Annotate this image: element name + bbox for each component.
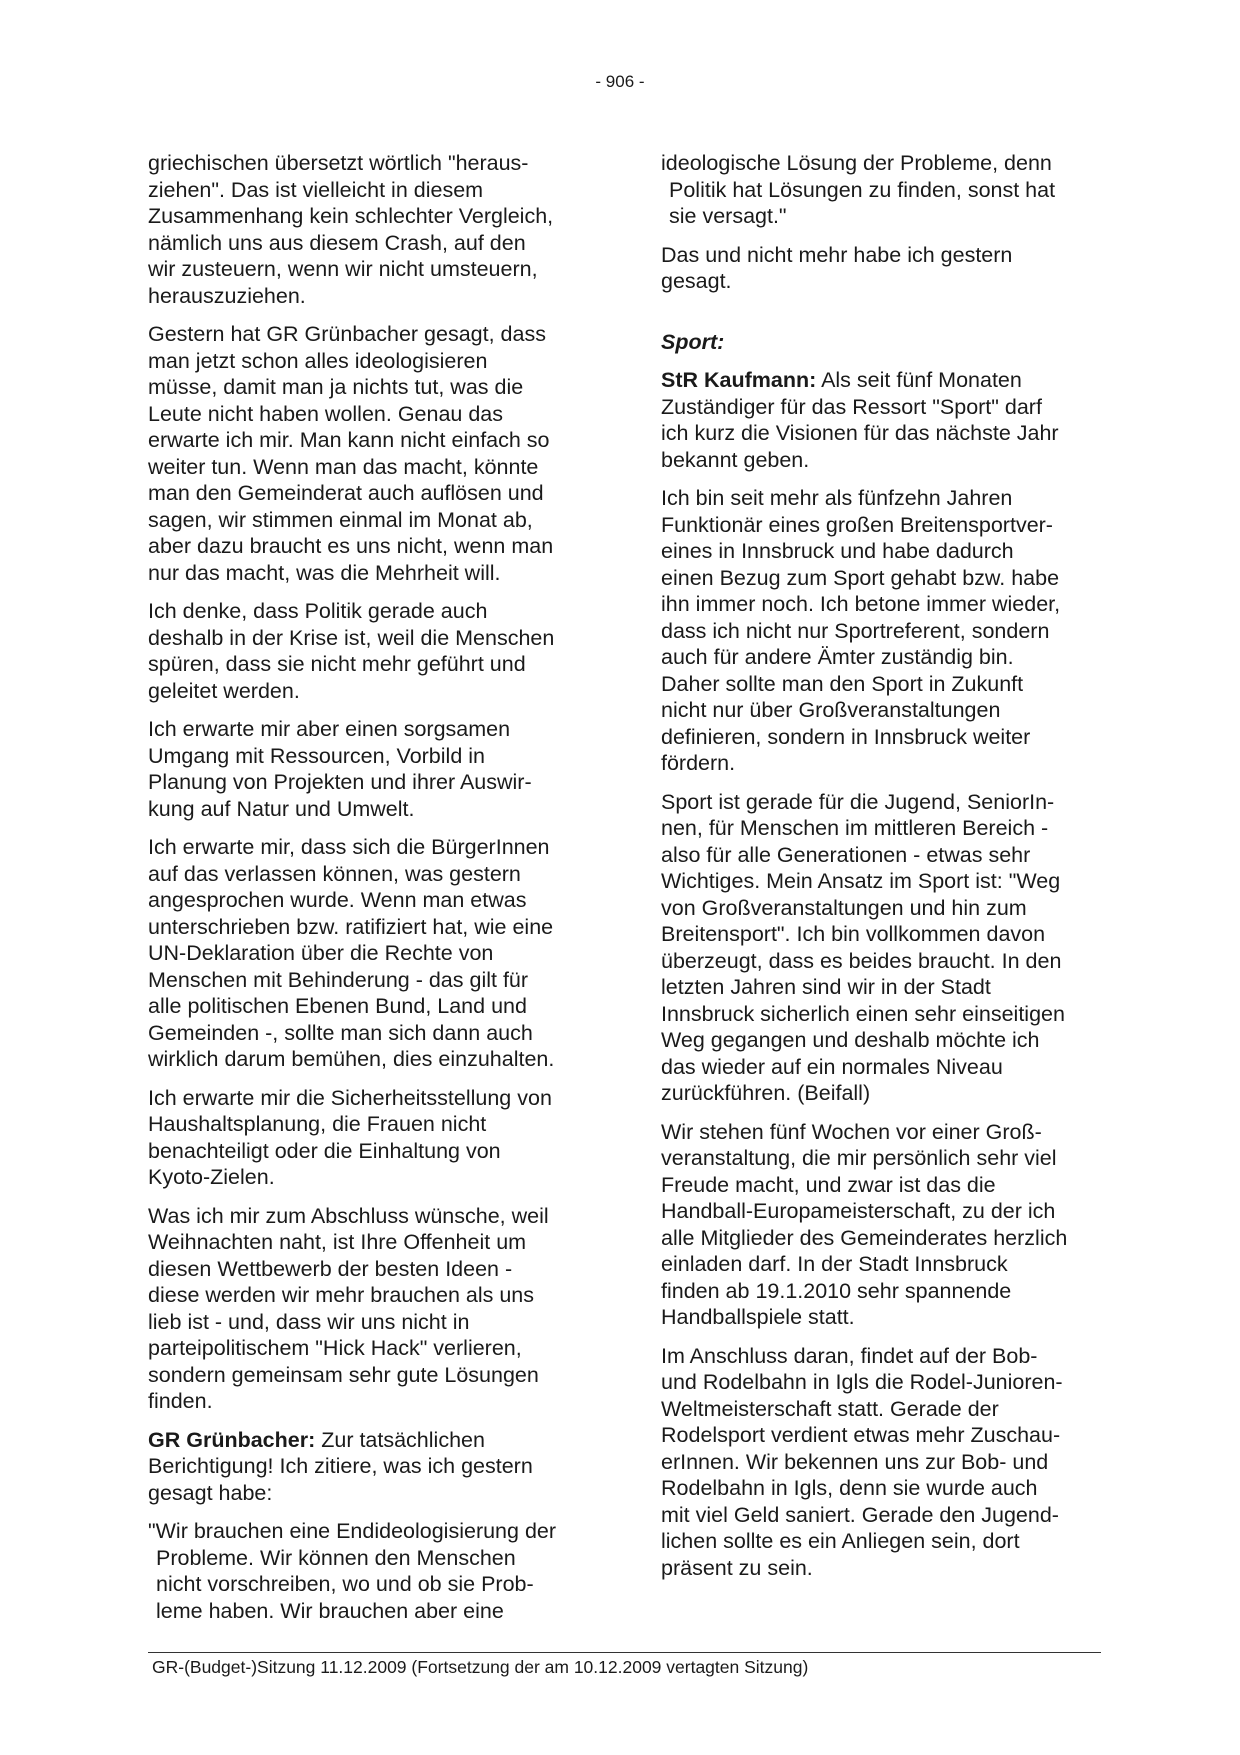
paragraph: Ich denke, dass Politik gerade auch deshalb in der Krise ist, weil die Menschen spüren, dass sie nicht mehr geführt und geleitet werden. — [148, 599, 555, 703]
paragraph: Ich erwarte mir aber einen sorgsamen Umgang mit Ressourcen, Vorbild in Planung von Projekten und ihrer Auswir- kung auf Natur und Umwelt. — [148, 717, 532, 821]
paragraph: Sport ist gerade für die Jugend, SeniorIn- nen, für Menschen im mittleren Bereich - also für alle Generationen - etwas sehr Wichtiges. Mein Ansatz im Sport ist: "Weg von Großveranstaltungen und hin zum Breitensport". Ich bin vollkommen davon überzeugt, dass es beides braucht. In den letzten Jahren sind wir in der Stadt Innsbruck sicherlich einen sehr einseitigen Weg gegangen und deshalb möchte ich das wieder auf ein normales Niveau zurückführen. (Beifall) — [661, 789, 1065, 1105]
footer: GR-(Budget-)Sitzung 11.12.2009 (Fortsetzung der am 10.12.2009 vertagten Sitzung) — [152, 1657, 809, 1677]
right-column — [661, 150, 1109, 1593]
paragraph: Ich erwarte mir die Sicherheitsstellung von Haushaltsplanung, die Frauen nicht benachteiligt oder die Einhaltung von Kyoto-Zielen. — [148, 1085, 552, 1189]
paragraph: Gestern hat GR Grünbacher gesagt, dass man jetzt schon alles ideologisieren müsse, damit man ja nichts tut, was die Leute nicht haben wollen. Genau das erwarte ich mir. Man kann nicht einfach so weiter tun. Wenn man das macht, könnte man den Gemeinderat auch auflösen und sagen, wir stimmen einmal im Monat ab, aber dazu braucht es uns nicht, wenn man nur das macht, was die Mehrheit will. — [148, 322, 554, 585]
left-column — [148, 150, 590, 1636]
speaker-name: GR Grünbacher: — [148, 1427, 316, 1452]
speaker-paragraph — [661, 367, 1109, 473]
section-heading: Sport: — [661, 329, 725, 354]
page-number: - 906 - — [595, 72, 645, 91]
quote-paragraph: ideologische Lösung der Probleme, denn Politik hat Lösungen zu finden, sonst hat sie versagt." — [661, 151, 1056, 228]
paragraph: Ich bin seit mehr als fünfzehn Jahren Funktionär eines großen Breitensportver- eines in Innsbruck und habe dadurch einen Bezug zum Sport gehabt bzw. habe ihn immer noch. Ich betone immer wieder, dass ich nicht nur Sportreferent, sondern auch für andere Ämter zuständig bin. Daher sollte man den Sport in Zukunft nicht nur über Großveranstaltungen definieren, sondern in Innsbruck weiter fördern. — [661, 486, 1061, 775]
paragraph: Das und nicht mehr habe ich gestern gesagt. — [661, 242, 1013, 293]
paragraph: Was ich mir zum Abschluss wünsche, weil Weihnachten naht, ist Ihre Offenheit um diesen Wettbewerb der besten Ideen - diese werden wir mehr brauchen als uns lieb ist - und, dass wir uns nicht in parteipolitischem "Hick Hack" verlieren, sondern gemeinsam sehr gute Lösungen finden. — [148, 1203, 549, 1413]
paragraph: Wir stehen fünf Wochen vor einer Groß- veranstaltung, die mir persönlich sehr viel Freude macht, und zwar ist das die Handball-Europameisterschaft, zu der ich alle Mitglieder des Gemeinderates herzlich einladen darf. In der Stadt Innsbruck finden ab 19.1.2010 sehr spannende Handballspiele statt. — [661, 1119, 1068, 1329]
speaker-paragraph — [148, 1427, 590, 1507]
speaker-name: StR Kaufmann: — [661, 368, 817, 392]
quote-paragraph: "Wir brauchen eine Endideologisierung der Probleme. Wir können den Menschen nicht vorschreiben, wo und ob sie Prob- leme haben. Wir brauchen aber eine — [148, 1519, 557, 1623]
speaker-text: Als seit fünf Monaten Zuständiger für das Ressort "Sport" darf ich kurz die Visionen für das nächste Jahr bekannt geben. — [661, 368, 1059, 472]
speaker-text: Zur tatsächlichen Berichtigung! Ich zitiere, was ich gestern gesagt habe: — [148, 1427, 533, 1505]
paragraph: Im Anschluss daran, findet auf der Bob- und Rodelbahn in Igls die Rodel-Junioren- Weltmeisterschaft statt. Gerade der Rodelsport verdient etwas mehr Zuschau- erInnen. Wir bekennen uns zur Bob- und Rodelbahn in Igls, denn sie wurde auch mit viel Geld saniert. Gerade den Jugend- lichen sollte es ein Anliegen sein, dort präsent zu sein. — [661, 1343, 1063, 1580]
footer-divider — [148, 1652, 1101, 1653]
paragraph: griechischen übersetzt wörtlich "heraus- ziehen". Das ist vielleicht in diesem Zusammenhang kein schlechter Vergleich, nämlich uns aus diesem Crash, auf den wir zusteuern, wenn wir nicht umsteuern, herauszuziehen. — [148, 151, 554, 308]
paragraph: Ich erwarte mir, dass sich die BürgerInnen auf das verlassen können, was gestern angesprochen wurde. Wenn man etwas unterschrieben bzw. ratifiziert hat, wie eine UN-Deklaration über die Rechte von Menschen mit Behinderung - das gilt für alle politischen Ebenen Bund, Land und Gemeinden -, sollte man sich dann auch wirklich darum bemühen, dies einzuhalten. — [148, 835, 555, 1071]
